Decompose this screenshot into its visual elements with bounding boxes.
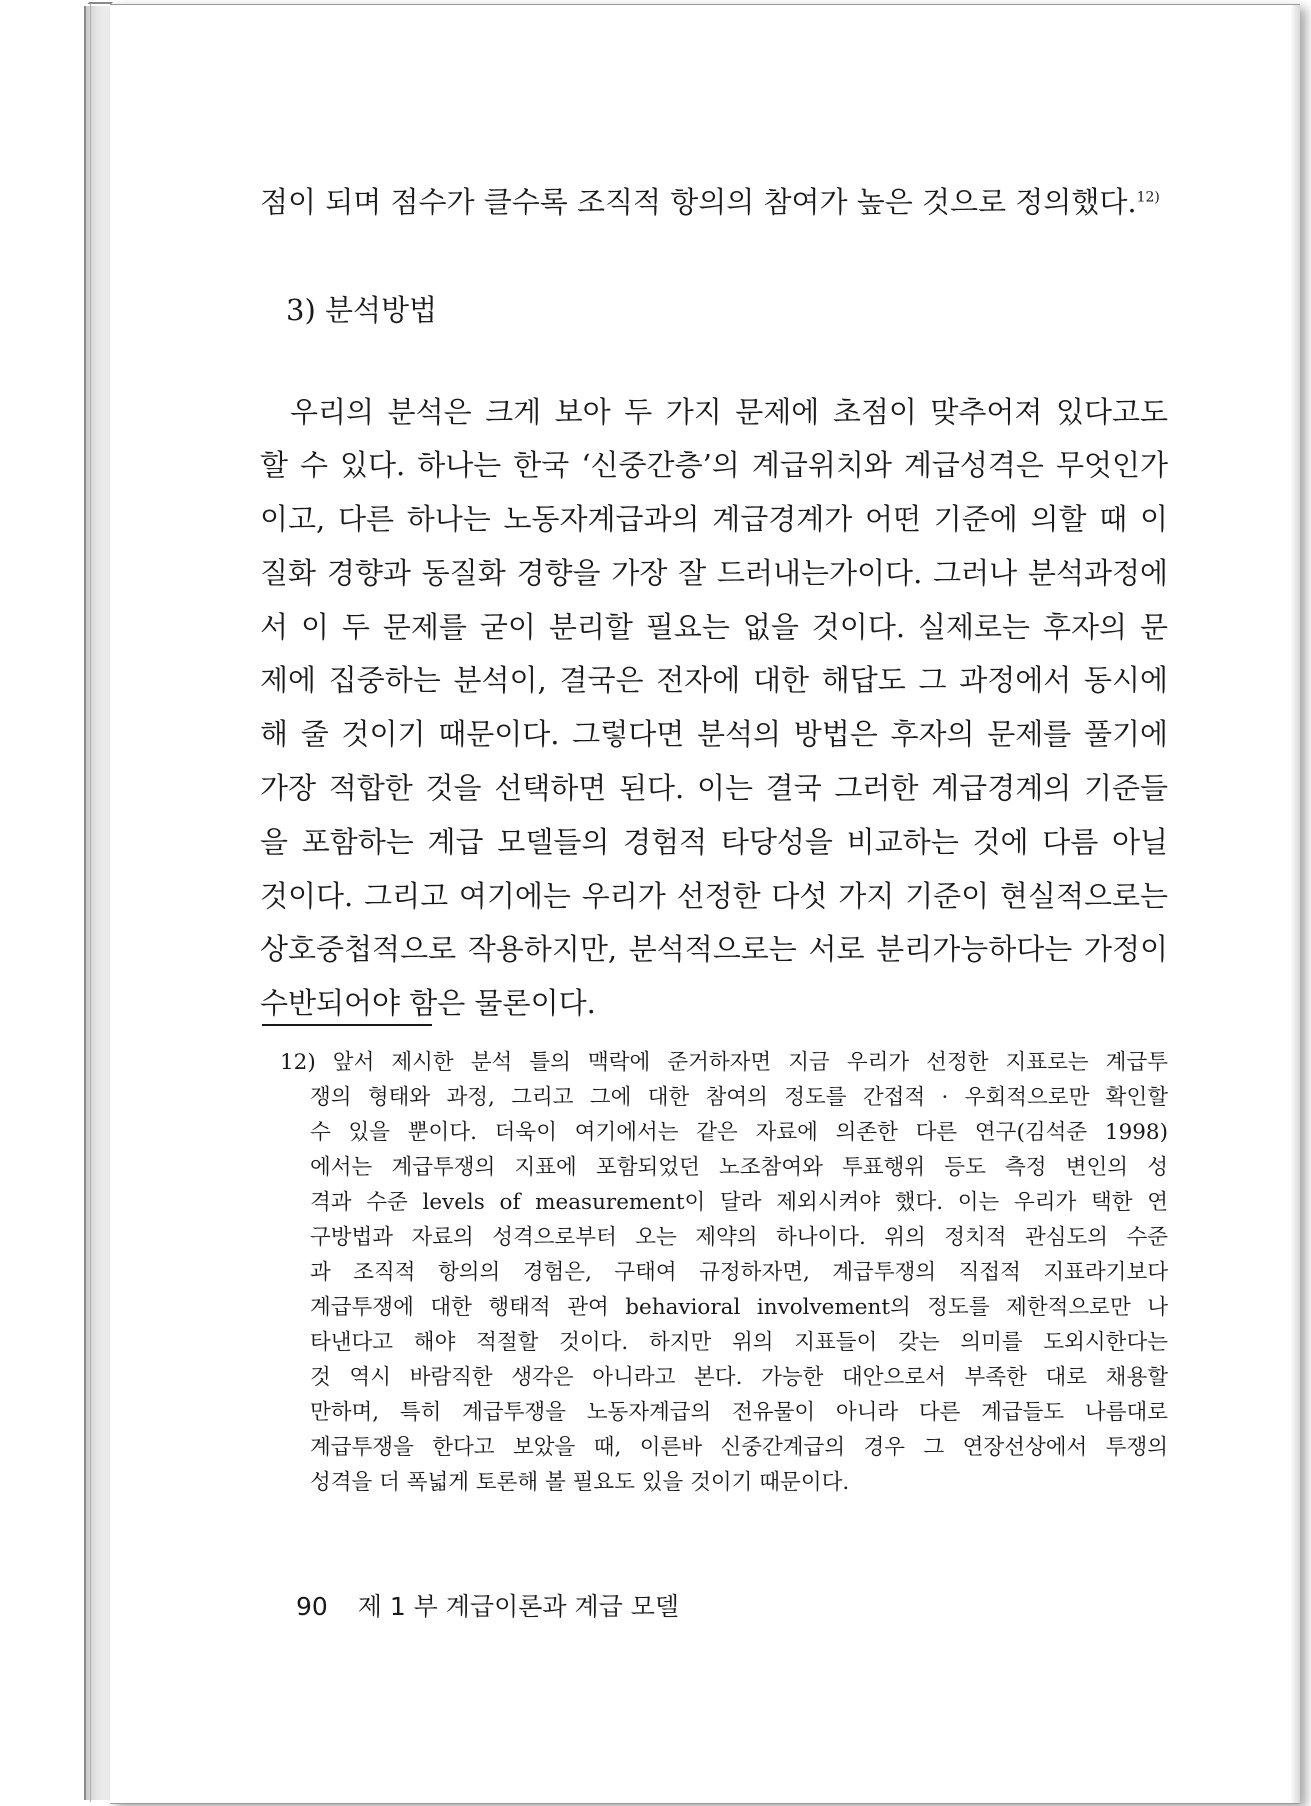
paragraph-line: 것이다. 그리고 여기에는 우리가 선정한 다섯 가지 기준이 현실적으로는	[260, 879, 1168, 913]
paragraph-line: 제에 집중하는 분석이, 결국은 전자에 대한 해답도 그 과정에서 동시에	[260, 663, 1168, 697]
paragraph-line: 상호중첩적으로 작용하지만, 분석적으로는 서로 분리가능하다는 가정이	[260, 932, 1168, 966]
footnote-line: 과 조직적 항의의 경험은, 구태여 규정하자면, 계급투쟁의 직접적 지표라기보다	[310, 1260, 1168, 1285]
footnote-line: 계급투쟁을 한다고 보았을 때, 이른바 신중간계급의 경우 그 연장선상에서 투쟁의	[310, 1435, 1168, 1460]
paragraph-line: 질화 경향과 동질화 경향을 가장 잘 드러내는가이다. 그러나 분석과정에	[260, 556, 1168, 590]
paragraph-line: 가장 적합한 것을 선택하면 된다. 이는 결국 그러한 계급경계의 기준들	[260, 771, 1168, 805]
footnote-line: 수 있을 뿐이다. 더욱이 여기에서는 같은 자료에 의존한 다른 연구(김석준 1998)	[310, 1120, 1168, 1145]
footnote-line: 에서는 계급투쟁의 지표에 포함되었던 노조참여와 투표행위 등도 측정 변인의 성	[310, 1155, 1168, 1180]
paragraph-line: 수반되어야 함은 물론이다.	[260, 986, 596, 1020]
footnote-line: 만하며, 특히 계급투쟁을 노동자계급의 전유물이 아니라 다른 계급들도 나름대로	[310, 1400, 1168, 1425]
body-text: 점이 되며 점수가 클수록 조직적 항의의 참여가 높은 것으로 정의했다.	[260, 185, 1137, 219]
footnote-line: 구방법과 자료의 성격으로부터 오는 제약의 하나이다. 위의 정치적 관심도의 수준	[310, 1225, 1168, 1250]
footnote-line: 것 역시 바람직한 생각은 아니라고 본다. 가능한 대안으로서 부족한 대로 채용할	[310, 1365, 1168, 1390]
footnote-line: 격과 수준 levels of measurement이 달라 제외시켜야 했다. 이는 우리가 택한 연	[310, 1190, 1168, 1215]
book-spine-edge	[90, 4, 91, 1802]
footnote-line: 성격을 더 폭넓게 토론해 볼 필요도 있을 것이기 때문이다.	[310, 1470, 850, 1495]
paragraph-line: 우리의 분석은 크게 보아 두 가지 문제에 초점이 맞추어져 있다고도	[290, 395, 1168, 429]
paragraph-line: 이고, 다른 하나는 노동자계급과의 계급경계가 어떤 기준에 의할 때 이	[260, 502, 1168, 536]
footnote-line: 계급투쟁에 대한 행태적 관여 behavioral involvement의 정도를 제한적으로만 나	[310, 1295, 1168, 1320]
page-edge-shade	[1290, 5, 1300, 1803]
paragraph-line: 해 줄 것이기 때문이다. 그렇다면 분석의 방법은 후자의 문제를 풀기에	[260, 717, 1168, 751]
footnote-line: 타낸다고 해야 적절할 것이다. 하지만 위의 지표들이 갖는 의미를 도외시한다는	[310, 1330, 1168, 1355]
body-text-line	[260, 182, 1160, 222]
page-footer	[296, 1590, 679, 1624]
footnote-line: 쟁의 형태와 과정, 그리고 그에 대한 참여의 정도를 간접적 · 우회적으로만 확인할	[310, 1085, 1168, 1110]
footnote-reference: 12)	[1136, 189, 1160, 206]
page-number: 90	[296, 1592, 328, 1621]
paragraph-line: 할 수 있다. 하나는 한국 ‘신중간층’의 계급위치와 계급성격은 무엇인가	[260, 448, 1168, 482]
footnote-rule	[262, 1024, 432, 1026]
running-title: 제 1 부 계급이론과 계급 모델	[357, 1592, 680, 1621]
section-heading: 3) 분석방법	[286, 293, 438, 327]
footnote-line: 12) 앞서 제시한 분석 틀의 맥락에 준거하자면 지금 우리가 선정한 지표로는 계급투	[280, 1050, 1168, 1075]
paragraph-line: 서 이 두 문제를 굳이 분리할 필요는 없을 것이다. 실제로는 후자의 문	[260, 610, 1168, 644]
paragraph-line: 을 포함하는 계급 모델들의 경험적 타당성을 비교하는 것에 다름 아닐	[260, 825, 1168, 859]
